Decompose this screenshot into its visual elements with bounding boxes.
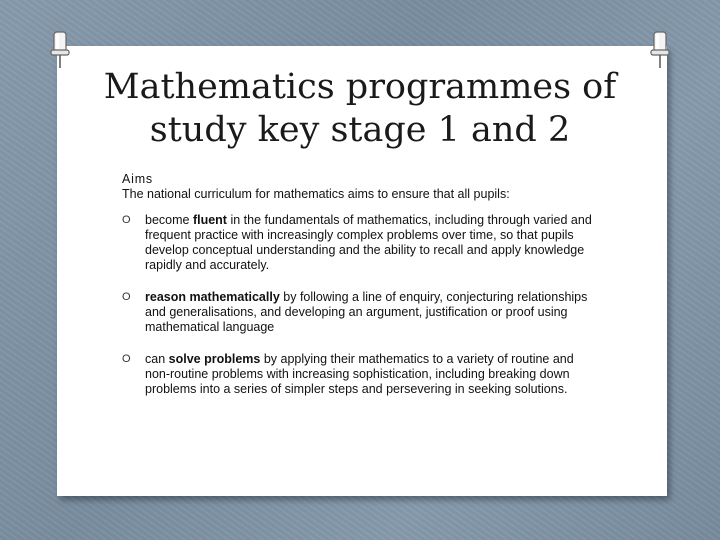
bullet-marker-icon: O [122, 291, 131, 303]
bullet-marker-icon: O [122, 214, 131, 226]
slide-title: Mathematics programmes of study key stage 1 and 2 [103, 67, 617, 150]
slide-content [122, 172, 602, 414]
bullet-text-after: in the fundamentals of mathematics, including through varied and frequent practice with increasingly complex problems over time, so that pupils develop conceptual understanding and the ability to recall and apply knowledge rapidly and accurately. [145, 213, 592, 272]
bullet-item [122, 352, 602, 397]
bullet-text-bold: reason mathematically [145, 290, 280, 304]
bullet-text-after: by following a line of enquiry, conjecturing relationships and generalisations, and developing an argument, justification or proof using mathematical language [145, 290, 588, 334]
bullet-item [122, 290, 602, 335]
intro-text: The national curriculum for mathematics aims to ensure that all pupils: [122, 187, 510, 201]
bullet-text-bold: solve problems [168, 352, 261, 366]
bullet-text-before: become [145, 213, 193, 227]
bullet-text-before: can [145, 352, 169, 366]
push-pin-icon [47, 30, 73, 70]
bullet-text-bold: fluent [192, 213, 227, 227]
push-pin-icon [647, 30, 673, 70]
aims-heading: Aims [122, 172, 153, 186]
bullet-text-after: by applying their mathematics to a variety of routine and non-routine problems with increasing sophistication, including breaking down problems into a series of simpler steps and persevering in seeking solutions. [145, 352, 574, 396]
bullet-item [122, 213, 602, 273]
bullet-marker-icon: O [122, 353, 131, 365]
